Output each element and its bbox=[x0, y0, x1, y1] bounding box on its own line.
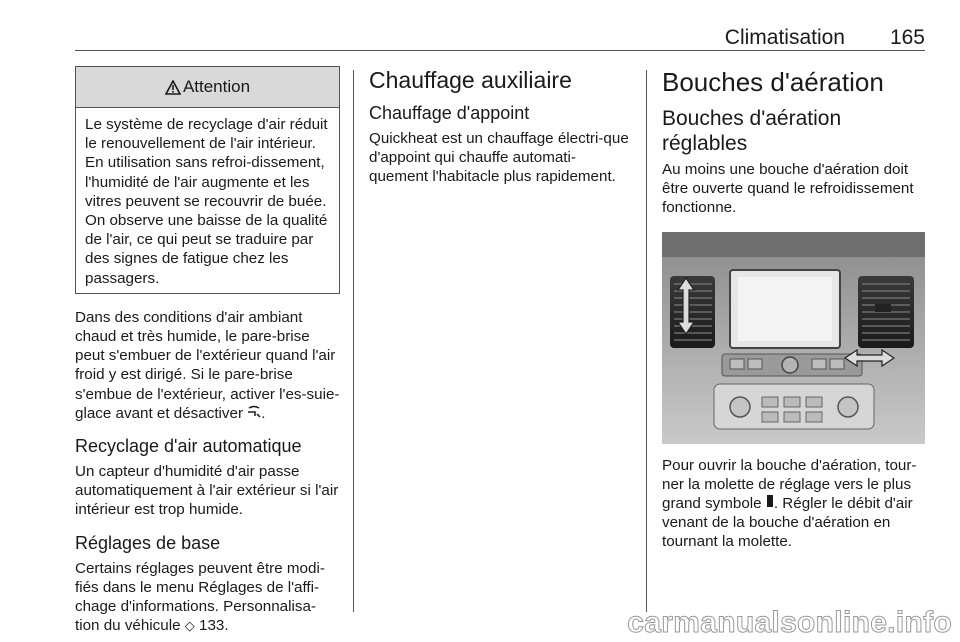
header-title: Climatisation bbox=[724, 26, 845, 49]
paragraph: Quickheat est un chauffage électri-que d'appoint qui chauffe automati-quement l'habitacle plus rapidement. bbox=[369, 130, 629, 186]
paragraph: Au moins une bouche d'aération doit être ouverte quand le refroidissement fonctionne. bbox=[662, 161, 914, 217]
attention-box bbox=[75, 66, 340, 294]
chapter-heading: Chauffage auxiliaire bbox=[369, 67, 572, 93]
column-divider bbox=[646, 70, 647, 612]
section-heading: Réglages de base bbox=[75, 532, 221, 553]
column-3 bbox=[662, 66, 927, 552]
paragraph-text: Certains réglages peuvent être modi-fiés dans le menu Réglages de l'affi-chage d'informations. Personnalisa-tion du véhicule bbox=[75, 559, 325, 635]
attention-header bbox=[76, 67, 339, 108]
section-heading: Chauffage d'appoint bbox=[369, 103, 530, 123]
section-heading: Bouches d'aération réglables bbox=[662, 107, 842, 155]
column-2 bbox=[369, 66, 634, 187]
page-ref-arrow-icon: ◇ bbox=[184, 618, 195, 634]
column-divider bbox=[353, 70, 354, 612]
page-reference[interactable]: 133. bbox=[199, 617, 229, 635]
paragraph-text: . Régler le débit d'air venant de la bouche d'aération en tournant la molette. bbox=[662, 495, 913, 551]
paragraph bbox=[662, 456, 927, 552]
warning-icon bbox=[165, 70, 181, 110]
paragraph-text: Pour ouvrir la bouche d'aération, tour-ner la molette de réglage vers le plus grand symbole bbox=[662, 456, 917, 513]
recirculation-symbol-icon bbox=[247, 404, 261, 423]
column-1 bbox=[75, 66, 340, 635]
dashboard-vents-image bbox=[662, 232, 925, 444]
page-header bbox=[75, 22, 925, 51]
airflow-max-symbol-icon bbox=[766, 494, 774, 513]
paragraph-end: . bbox=[261, 404, 266, 422]
page-number: 165 bbox=[889, 26, 925, 49]
attention-label: Attention bbox=[182, 77, 251, 96]
paragraph-text: Dans des conditions d'air ambiant chaud et très humide, le pare-brise peut s'embuer de l'extérieur quand l'air froid y est dirigé. Si le pare-brise s'embue de l'extérieur, activer l'es-suie-glace avant et désactiver bbox=[75, 308, 340, 422]
section-heading: Recyclage d'air automatique bbox=[75, 436, 302, 457]
attention-text: Le système de recyclage d'air réduit le renouvellement de l'air intérieur. En utilisation sans refroi-dissement, l'humidité de l'air augmente et les vitres peuvent se recouvrir de buée. On observe une baisse de la qualité de l'air, ce qui peut se traduire par des signes de fatigue chez les passagers. bbox=[85, 116, 328, 287]
chapter-heading: Bouches d'aération bbox=[662, 67, 884, 97]
watermark-text: carmanualsonline.info bbox=[627, 606, 952, 639]
paragraph: Un capteur d'humidité d'air passe automatiquement à l'air extérieur si l'air intérieur est trop humide. bbox=[75, 463, 339, 519]
paragraph bbox=[75, 308, 340, 423]
paragraph bbox=[75, 559, 340, 636]
